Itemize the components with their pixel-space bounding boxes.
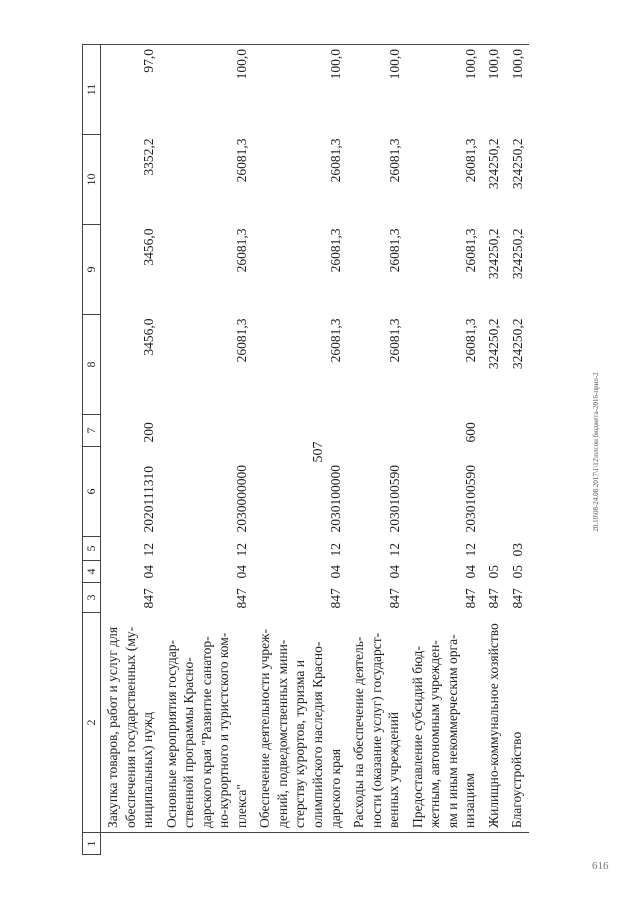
table-row — [505, 45, 529, 855]
cell-c11: 100,0 — [482, 45, 506, 135]
cell-c6: 2030100590 — [462, 465, 478, 533]
cell-c9: 324250,2 — [510, 228, 526, 280]
cell-c5: 12 — [462, 543, 478, 557]
table-row — [347, 45, 406, 855]
table-row — [101, 45, 160, 855]
cell-c5: 12 — [386, 543, 402, 557]
header-col-9: 9 — [83, 225, 101, 315]
header-row — [83, 45, 101, 855]
cell-col1 — [482, 833, 506, 855]
cell-c3: 847 — [510, 588, 526, 609]
cell-c10: 26081,3 — [462, 138, 478, 183]
header-col-7: 7 — [83, 415, 101, 447]
cell-c10: 3352,2 — [140, 138, 156, 176]
cell-c4: 04 — [234, 565, 250, 579]
header-col-5: 5 — [83, 537, 101, 561]
cell-c11: 97,0 — [101, 45, 160, 135]
row-name-cell — [253, 613, 347, 833]
row-name-line: жетным, автономным учрежден- — [427, 640, 443, 828]
cell-c5: 03 — [510, 543, 526, 557]
cell-c6: 2030000000 — [234, 465, 250, 533]
row-name-line: олимпийского наследия Красно- — [310, 641, 326, 828]
cell-c9: 324250,2 — [486, 228, 502, 280]
cell-c9: 26081,3 — [386, 228, 402, 273]
cell-c3: 847 — [328, 588, 344, 609]
row-name-line: дарского края — [327, 748, 343, 828]
budget-table — [82, 44, 529, 855]
cell-c6: 2020111310 — [140, 466, 156, 533]
row-name-cell — [101, 613, 160, 833]
footer-page-number: 616 — [592, 860, 609, 872]
cell-c6: 2030100000 — [328, 465, 344, 533]
row-name-line: Жилищно-коммунальное хозяйство — [485, 623, 501, 828]
header-col-3: 3 — [83, 583, 101, 613]
cell-c7: 200 — [140, 422, 156, 443]
header-col-6: 6 — [83, 447, 101, 537]
cell-c4: 04 — [462, 565, 478, 579]
cell-c8: 3456,0 — [140, 318, 156, 356]
cell-col1 — [160, 833, 254, 855]
row-name-cell — [505, 613, 529, 833]
cell-c4: 04 — [140, 565, 156, 579]
cell-c4: 05 — [510, 565, 526, 579]
cell-col1 — [505, 833, 529, 855]
cell-c3: 847 — [462, 588, 478, 609]
cell-c3: 847 — [234, 588, 250, 609]
cell-c4: 04 — [328, 565, 344, 579]
cell-c6: 2030100590 — [386, 465, 402, 533]
file-path-note: 20.10\08-24.08.2017\1\12\плсон бюджета-2016-прил-2 — [592, 372, 600, 532]
cell-c3: 847 — [486, 588, 502, 609]
cell-c9: 26081,3 — [328, 228, 344, 273]
cell-c11: 100,0 — [505, 45, 529, 135]
cell-c6 — [505, 447, 529, 537]
header-col-4: 4 — [83, 561, 101, 583]
cell-c7: 600 — [462, 422, 478, 443]
cell-c9: 26081,3 — [462, 228, 478, 273]
cell-c8: 26081,3 — [462, 318, 478, 363]
cell-c7 — [482, 415, 506, 447]
row-name-line: ниципальных) нужд — [140, 711, 156, 828]
row-name-line: но-курортного и туристского ком- — [216, 632, 232, 828]
row-name-cell — [482, 613, 506, 833]
row-name-line: стерству курортов, туризма и — [292, 660, 308, 828]
row-name-line: дарского края "Развитие санатор- — [198, 636, 214, 828]
page-number: 507 — [311, 441, 326, 463]
cell-c9: 26081,3 — [234, 228, 250, 273]
cell-c11: 100,0 — [253, 45, 347, 135]
table-row — [482, 45, 506, 855]
cell-c3: 847 — [140, 588, 156, 609]
header-col-2: 2 — [83, 613, 101, 833]
cell-c8: 26081,3 — [386, 318, 402, 363]
row-name-line: ям и иным некоммерческим орга- — [444, 634, 460, 828]
cell-col1 — [101, 833, 160, 855]
table-row — [253, 45, 347, 855]
header-col-8: 8 — [83, 315, 101, 415]
cell-c8: 26081,3 — [234, 318, 250, 363]
header-col-10: 10 — [83, 135, 101, 225]
cell-c10: 26081,3 — [234, 138, 250, 183]
row-name-line: Предоставление субсидий бюд- — [409, 646, 425, 828]
row-name-line: венных учреждений — [386, 711, 402, 828]
cell-col1 — [347, 833, 406, 855]
table-body — [101, 45, 530, 855]
cell-c8: 26081,3 — [328, 318, 344, 363]
cell-c11: 100,0 — [160, 45, 254, 135]
cell-c7 — [347, 415, 406, 447]
cell-c4: 05 — [486, 565, 502, 579]
cell-c9: 3456,0 — [140, 228, 156, 266]
row-name-line: ственной программы Красно- — [181, 657, 197, 828]
header-col-11: 11 — [83, 45, 101, 135]
cell-c10: 324250,2 — [486, 138, 502, 190]
cell-c7 — [160, 415, 254, 447]
row-name-line: Благоустройство — [509, 731, 525, 828]
row-name-line: обеспечения государственных (му- — [122, 626, 138, 828]
cell-c10: 26081,3 — [328, 138, 344, 183]
row-name-line: низациям — [462, 773, 478, 828]
row-name-line: плекса" — [233, 784, 249, 828]
row-name-line: ности (оказание услуг) государст- — [368, 632, 384, 828]
cell-c5 — [482, 537, 506, 561]
cell-c4: 04 — [386, 565, 402, 579]
row-name-line: Расходы на обеспечение деятель- — [351, 636, 367, 828]
row-name-cell — [160, 613, 254, 833]
cell-c7 — [505, 415, 529, 447]
cell-col1 — [406, 833, 482, 855]
cell-c10: 26081,3 — [386, 138, 402, 183]
row-name-cell — [347, 613, 406, 833]
cell-c3: 847 — [386, 588, 402, 609]
cell-c10: 324250,2 — [510, 138, 526, 190]
cell-c5: 12 — [328, 543, 344, 557]
header-col-1: 1 — [83, 833, 101, 855]
row-name-line: Обеспечение деятельности учреж- — [257, 629, 273, 828]
row-name-line: Основные мероприятия государ- — [163, 639, 179, 828]
row-name-line: дений, подведомственных мини- — [274, 639, 290, 828]
table-row — [406, 45, 482, 855]
cell-c8: 324250,2 — [486, 318, 502, 370]
cell-c7 — [253, 415, 347, 447]
cell-c5: 12 — [234, 543, 250, 557]
cell-col1 — [253, 833, 347, 855]
cell-c11: 100,0 — [406, 45, 482, 135]
cell-c5: 12 — [140, 543, 156, 557]
cell-c6 — [482, 447, 506, 537]
row-name-cell — [406, 613, 482, 833]
row-name-line: Закупка товаров, работ и услуг для — [105, 626, 120, 828]
table-row — [160, 45, 254, 855]
rotated-table-container — [82, 45, 582, 855]
cell-c11: 100,0 — [347, 45, 406, 135]
cell-c8: 324250,2 — [510, 318, 526, 370]
